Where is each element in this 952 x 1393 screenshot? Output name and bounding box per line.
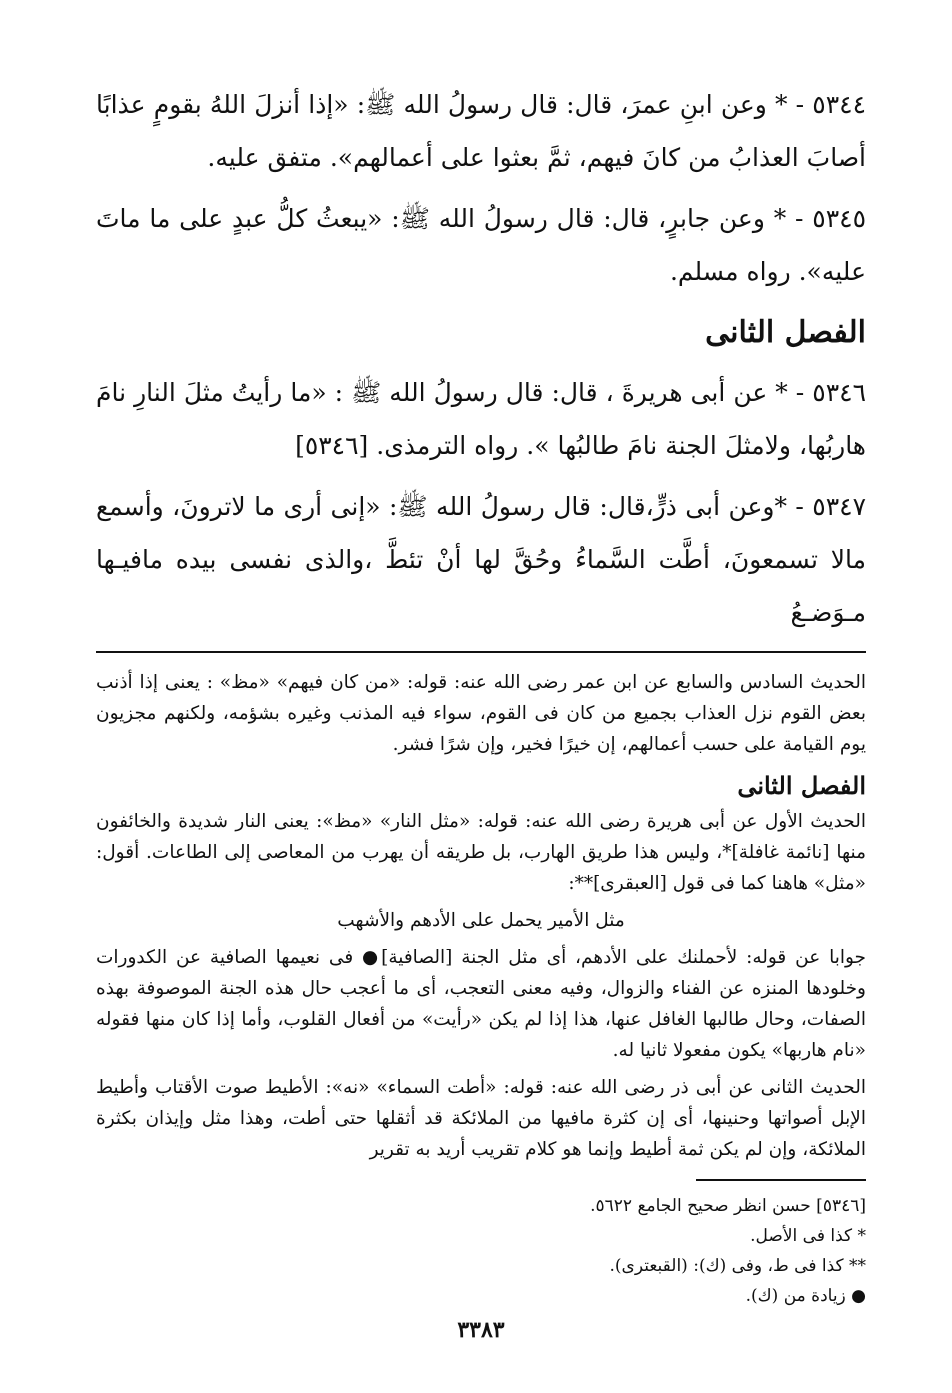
footnote-divider bbox=[696, 1179, 866, 1181]
commentary-paragraph: الحديث السادس والسابع عن ابن عمر رضى الله عنه: قوله: «من كان فيهم» «مظ» : يعنى إذا أذنب بعض القوم نزل العذاب بجميع من كان فى القوم، سواء فيه المذنب وغيره بشؤمه، ولكنهم مجزيون يوم القيامة على حسب أعمالهم، إن خيرًا فخير، وإن شرًا فشر. bbox=[96, 672, 866, 755]
footnote: [٥٣٤٦] حسن انظر صحيح الجامع ٥٦٢٢. bbox=[590, 1196, 866, 1216]
footnote: ** كذا فى ط، وفى (ك): (القبعترى). bbox=[609, 1256, 866, 1276]
commentary-chapter-heading: الفصل الثانى bbox=[737, 771, 866, 800]
commentary-paragraph: جوابا عن قوله: لأحملنك على الأدهم، أى مثل الجنة [الصافية]● فى نعيمها الصافية عن الكدورات وخلودها المنزه عن الفناء والزوال، وفيه معنى التعجب، أى ما أعجب حال هذه الجنة الموصوفة بهذه الصفات، وحال طالبها الغافل عنها، هذا إذا لم يكن «رأيت» من أفعال القلوب، وأما إذا كان منها فقوله «نام هاربها» يكون مفعولا ثانيا له. bbox=[96, 947, 866, 1061]
footnote: ● زيادة من (ك). bbox=[745, 1286, 866, 1306]
main-text bbox=[96, 78, 866, 639]
footnotes bbox=[96, 1191, 866, 1311]
poetry-verse: مثل الأمير يحمل على الأدهم والأشهب bbox=[337, 910, 625, 931]
hadith-5345: ٥٣٤٥ - * وعن جابرٍ، قال: قال رسولُ الله ﷺ: «يبعثُ كلُّ عبدٍ على ما ماتَ عليه». رواه مسلم. bbox=[96, 204, 866, 286]
commentary bbox=[96, 667, 866, 1165]
commentary-paragraph: الحديث الثانى عن أبى ذر رضى الله عنه: قوله: «أطت السماء» «نه»: الأطيط صوت الأقتاب وأطيط الإبل أصواتها وحنينها، أى إن كثرة مافيها من الملائكة قد أثقلها حتى أطت، وهذا مثل وإيذان بكثرة الملائكة، وإن لم يكن ثمة أطيط وإنما هو كلام تقريب أريد به تقرير bbox=[96, 1077, 866, 1160]
footnote: * كذا فى الأصل. bbox=[750, 1226, 866, 1246]
hadith-5344: ٥٣٤٤ - * وعن ابنِ عمرَ، قال: قال رسولُ الله ﷺ: «إذا أنزلَ اللهُ بقومٍ عذابًا أصابَ العذابُ من كانَ فيهم، ثمَّ بعثوا على أعمالهم». متفق عليه. bbox=[96, 90, 866, 172]
chapter-heading: الفصل الثانى bbox=[705, 315, 866, 350]
hadith-5346: ٥٣٤٦ - * عن أبى هريرةَ ، قال: قال رسولُ الله ﷺ : «ما رأيتُ مثلَ النارِ نامَ هاربُها، ولامثلَ الجنة نامَ طالبُها ». رواه الترمذى. [٥٣٤٦] bbox=[96, 378, 866, 460]
hadith-5347: ٥٣٤٧ - *وعن أبى ذرٍّ،قال: قال رسولُ الله ﷺ: «إنى أرى ما لاترونَ، وأسمع مالا تسمعونَ، أطَّت السَّماءُ وحُقَّ لها أنْ تئطَّ ،والذى نفسى بيده مافيـها مـوَضـعُ bbox=[96, 492, 866, 627]
page-number: ٣٣٨٣ bbox=[457, 1317, 505, 1343]
book-page bbox=[96, 78, 866, 1343]
commentary-paragraph: الحديث الأول عن أبى هريرة رضى الله عنه: قوله: «مثل النار» «مظ»: يعنى النار شديدة والخائفون منها [نائمة غافلة]*، وليس هذا طريق الهارب، بل طريقه أن يهرب من المعاصى إلى الطاعات. أقول: «مثل» هاهنا كما فى قول [العبقرى]**: bbox=[96, 811, 866, 894]
commentary-divider bbox=[96, 651, 866, 653]
